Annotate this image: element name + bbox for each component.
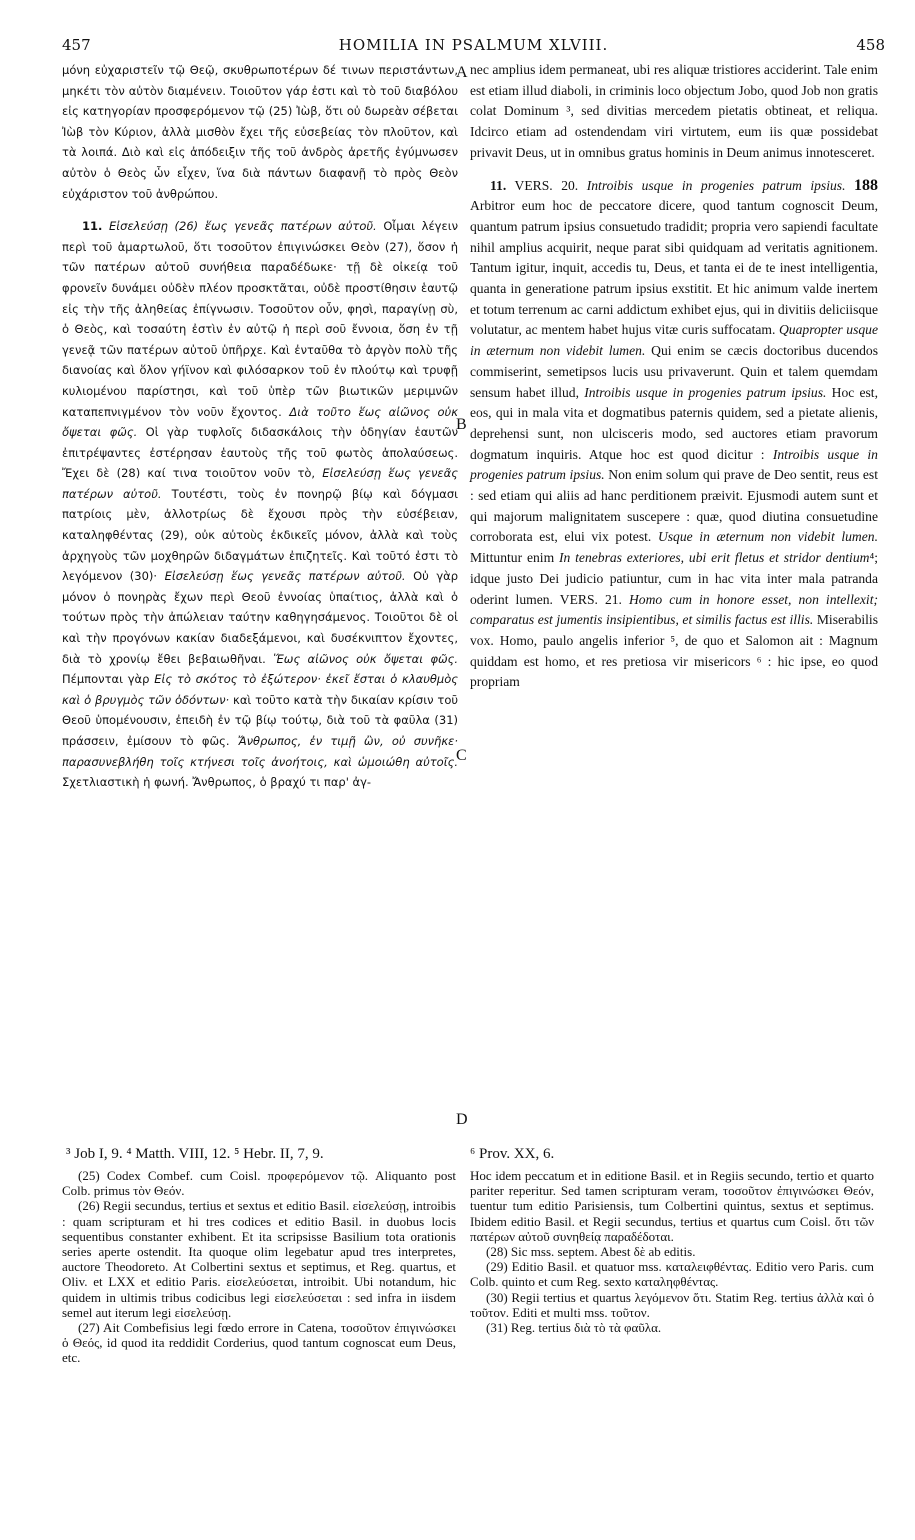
greek-section-number: 11. xyxy=(82,219,103,234)
note: (27) Ait Combefisius legi fœdo errore in Catena, τοσοῦτον ἐπιγινώσκει ὁ Θεός, id quod ita reddidit Corderius, quod tantum cognoscat eum Deus, etc. xyxy=(62,1320,456,1366)
critical-notes-right xyxy=(470,1168,874,1335)
greek-text: Πέμπονται γὰρ xyxy=(62,672,150,687)
latin-quote: Usque in æternum non videbit lumen. xyxy=(657,529,878,545)
footnote-marker: ⁴ xyxy=(869,550,875,566)
latin-text: ; idque justo Dei judicio patiuntur, cum in hac vita inter mala patranda oderint lumen. xyxy=(470,550,878,607)
latin-verse-label: VERS. 20. xyxy=(514,177,579,193)
greek-quote: Εἰσελεύσῃ ἕως γενεᾶς πατέρων αὐτοῦ. xyxy=(62,466,458,501)
greek-text: Οὐ γὰρ μόνον ὁ πονηρὰς ἔχων περὶ Θεοῦ ἐννοίας ὑπαίτιος, ἀλλὰ καὶ ὁ τούτων πρὸς τὴν ἀπώλειαν ταύτην καθηγησάμενος. Τοιοῦτοι δὲ οἱ καὶ τὴν προγόνων κακίαν διαδεξάμενοι, καὶ δυσέκνιπτον ἔχοντες, διὰ τὸ χρονίῳ ἔθει βεβαιωθῆναι. xyxy=(62,569,459,666)
scripture-references-right: ⁶ Prov. XX, 6. xyxy=(470,1146,555,1162)
latin-quote: Introibis usque in progenies patrum ipsius. xyxy=(470,446,878,483)
latin-column xyxy=(470,60,878,693)
note: (31) Reg. tertius διὰ τὸ τὰ φαῦλα. xyxy=(486,1320,662,1336)
latin-text: Arbitror eum hoc de peccatore dicere, quod tantum cognoscit Deum, quantum patrum ipsius consuetudo tradidit; propria vero sapiendi facultate nihil amplius acquirit, neque parat sibi quidquam ad veritatis agnitionem. Tantum igitur, inquit, accedis tu, Deus, et tanta ei de te inest intelligentia, quanta in generatione patrum ipsius exstitit. Et hic animum valde inertem et totum terrenum ac carni addictum exhibet ejus, qui in divitiis deliciisque volutatur, ac mentem habet hujus vitæ curis suffocatam. xyxy=(470,198,878,338)
latin-quote: Introibis usque in progenies patrum ipsius. xyxy=(584,384,827,400)
greek-quote: Εἰς τὸ σκότος τὸ ἐξώτερον· ἐκεῖ ἔσται ὁ κλαυθμὸς καὶ ὁ βρυγμὸς τῶν ὀδόντων· xyxy=(62,672,458,707)
latin-text: Qui enim se cæcis doctoribus ducendos commiserint, semetipsos lucis usu privaverunt. Quin et talem quemdam sensum habet illud, xyxy=(470,343,878,400)
latin-lemma: Introibis usque in progenies patrum ipsius. xyxy=(586,177,846,193)
margin-letter-c: C xyxy=(456,747,467,764)
note: (26) Regii secundus, tertius et sextus et editio Basil. εἰσελεύσῃ, introibis : quam scripturam et hi tres codices et editio Basil. in duobus locis sequentibus constanter exhibent. Et ita scripsisse Basilium tota orationis series aperte ostendit. Ita quoque olim legebatur apud tres interpretes, auctore Theodoreto. At Colbertini sextus et septimus, et Reg. quartus, et Oliv. et LXX et editio Paris. εἰσελεύσεται, introibit. Ubi notandum, hic quidem in ultimis tribus codicibus legi εἰσελεύσεται : sed infra in iisdem semel aut iterum legi εἰσελεύσῃ. xyxy=(62,1198,456,1320)
latin-quote: Quapropter usque in æternum non videbit lumen. xyxy=(470,322,878,359)
latin-text: Mittuntur enim xyxy=(470,550,555,566)
running-header xyxy=(62,36,885,56)
margin-letter-a: A xyxy=(456,64,468,81)
page-number-right: 458 xyxy=(856,36,885,54)
note: (29) Editio Basil. et quatuor mss. καταλειφθέντας. Editio vero Paris. cum Colb. quinto et cum Reg. sexto καταληφθέντας. xyxy=(470,1259,874,1290)
latin-paragraph-1: nec amplius idem permaneat, ubi res aliquæ tristiores acciderint. Tale enim est etiam illud diaboli, in criminis loco objectum Jobo, quod Job non gratis colat Dominum ³, sed divitias mercedem pietatis obtineat, et reliqua. Idcirco etiam ad ostendendam viri virtutem, eum iis quæ possidebat privavit Deus, ut in omnibus gratus hominis in Deum animus innotesceret. xyxy=(470,62,878,160)
greek-paragraph-1: μόνη εὐχαριστεῖν τῷ Θεῷ, σκυθρωποτέρων δέ τινων περιστάντων, μηκέτι τὸν αὐτὸν διαμένειν. Τοιοῦτον γάρ ἐστι καὶ τὸ τοῦ διαβόλου εἰς κατηγορίαν προσφερόμενον τῷ (25) Ἰὼβ, ὅτι οὐ δωρεὰν σέβεται Ἰὼβ τὸν Κύριον, ἀλλὰ μισθὸν ἔχει τῆς εὐσεβείας τὸν πλοῦτον, καὶ τὰ λοιπά. Διὸ καὶ εἰς ἀπόδειξιν τῆς τοῦ ἀνδρὸς ἀρετῆς ἐγύμνωσεν αὐτὸν ὁ Θεὸς ὧν εἶχεν, ἵνα διὰ πάντων διαφανῇ τὸ πρὸς Θεὸν εὐχάριστον τοῦ ἀνθρώπου. xyxy=(62,63,458,201)
note: Hoc idem peccatum et in editione Basil. et in Regiis secundo, tertio et quarto pariter reperitur. Sed tamen scripturam veram, τοσοῦτον ἐπιγινώσκει Θεόν, tuentur tum editio Parisiensis, tum Colbertini quintus, sextus et septimus. Ibidem editio Basil. et Regii secundus, tertius et quartus cum Coisl. ὅτι τῶν πατέρων αὐτοῦ συνηθείᾳ παραδέδοται. xyxy=(470,1168,874,1244)
greek-quote: Ἕως αἰῶνος οὐκ ὄψεται φῶς. xyxy=(273,651,459,666)
margin-letter-b: B xyxy=(456,416,467,433)
greek-quote: Ἄνθρωπος, ἐν τιμῇ ὢν, οὐ συνῆκε· παρασυνεβλήθη τοῖς κτήνεσι τοῖς ἀνοήτοις, καὶ ὡμοιώθη αὐτοῖς. xyxy=(62,734,458,769)
page-title: HOMILIA IN PSALMUM XLVIII. xyxy=(338,36,609,54)
latin-text: Miserabilis vox. Homo, paulo angelis inferior ⁵, de quo et Salomon ait : Magnum quiddam est homo, et res pretiosa vir misericors ⁶ : hic ipse, eo quod propriam xyxy=(470,612,878,690)
scripture-references-left: ³ Job I, 9. ⁴ Matth. VIII, 12. ⁵ Hebr. II, 7, 9. xyxy=(66,1146,324,1162)
column-number: 188 xyxy=(854,176,878,194)
greek-paragraph-2 xyxy=(62,216,458,793)
note: (30) Regii tertius et quartus λεγόμενον ὅτι. Statim Reg. tertius ἀλλὰ καὶ ὁ τοῦτον. Editi et multi mss. τοῦτον. xyxy=(470,1289,874,1320)
margin-letter-d: D xyxy=(456,1111,468,1128)
critical-notes-left xyxy=(62,1168,456,1366)
greek-text: Οἶμαι λέγειν περὶ τοῦ ἁμαρτωλοῦ, ὅτι τοσοῦτον ἐπιγινώσκει Θεὸν (27), ὅσον ἡ τῶν πατέρων αὐτοῦ συνήθεια παραδέδωκε· τῇ δὲ οἰκείᾳ τοῦ φρονεῖν δυνάμει οὐδὲν πλέον προσκτᾶται, οὐδὲ προστίθησιν ἑαυτῷ εἰς τὴν τῆς ἀληθείας ἐπίγνωσιν. Τοσοῦτον οὖν, φησὶ, παραγίνῃ σὺ, ὁ Θεὸς, καὶ τοσαύτη ἐστὶν ἐν αὐτῷ ἡ περὶ σοῦ ἔννοια, ὅση ἐν τῇ γενεᾷ τῶν πατέρων αὐτοῦ ὑπῆρχε. Καὶ ἐνταῦθα τὸ ἀργὸν πολὺ τῆς διανοίας καὶ ὅλον γήϊνον καὶ φιλόσαρκον τοῦ ἐν πλούτῳ καὶ τρυφῇ κυλιομένου παρίστησι, καὶ τοῦ ὑπὲρ τῶν βιωτικῶν μεριμνῶν καταπεπνιγμένον τὸν νοῦν ἔχοντος. xyxy=(62,219,459,419)
greek-text: Τουτέστι, τοὺς ἐν πονηρῷ βίῳ καὶ δόγμασι πατρίοις μὲν, ἀλλοτρίως δὲ ἔχουσι πρὸς τὴν εὐσέβειαν, καταληφθέντας (29), οὐκ αὐτοὺς ἐκδικεῖς μόνον, ἀλλὰ καὶ τοὺς ἀρχηγοὺς τῶν μοχθηρῶν διδαγμάτων ἐπιζητεῖς. Καὶ τοῦτό ἐστι τὸ λεγόμενον (30)· xyxy=(62,486,458,584)
note: (28) Sic mss. septem. Abest δὲ ab editis. xyxy=(486,1244,696,1260)
note: (25) Codex Combef. cum Coisl. προφερόμενον τῷ. Aliquanto post Colb. primus τὸν Θεόν. xyxy=(62,1168,456,1199)
greek-text: Σχετλιαστικὴ ἡ φωνή. Ἄνθρωπος, ὁ βραχύ τι παρ' ἀγ- xyxy=(62,775,372,790)
latin-quote: In tenebras exteriores, ubi erit fletus et stridor dentium xyxy=(558,550,870,566)
greek-quote: Εἰσελεύσῃ ἕως γενεᾶς πατέρων αὐτοῦ. xyxy=(164,569,406,584)
page-number-left: 457 xyxy=(62,36,91,54)
latin-paragraph-2 xyxy=(470,176,878,694)
greek-quote: Διὰ τοῦτο ἕως αἰῶνος οὐκ ὄψεται φῶς. xyxy=(62,404,458,440)
latin-text: Non enim solum qui prave de Deo sentit, reus est : sed etiam qui aliis ad hanc perditionem præivit. Ejusmodi autem sunt et qui majorum malignitatem suscepere : quæ, quod diutina consuetudine corroborata est, elui vix potest. xyxy=(470,467,879,545)
latin-verse-label: VERS. 21. xyxy=(559,591,622,607)
greek-text: καὶ τοῦτο κατὰ τὴν δικαίαν κρίσιν τοῦ Θεοῦ ὑπομένουσιν, ἐπειδὴ ἐν τῷ βίῳ τούτῳ, διὰ τοῦ τὰ φαῦλα (31) πράσσειν, ἐμίσουν τὸ φῶς. xyxy=(62,692,459,748)
greek-text: Οἱ γὰρ τυφλοῖς διδασκάλοις τὴν ὁδηγίαν ἑαυτῶν ἐπιτρέψαντες ἐστέρησαν ἑαυτοὺς τῆς τοῦ φωτὸς ἀπολαύσεως. Ἔχει δὲ (28) καί τινα τοιοῦτον νοῦν τὸ, xyxy=(62,425,459,481)
greek-lemma: Εἰσελεύσῃ (26) ἕως γενεᾶς πατέρων αὐτοῦ. xyxy=(109,219,377,234)
latin-quote: Homo cum in honore esset, non intellexit; comparatus est jumentis insipientibus, et similis factus est illis. xyxy=(470,591,879,628)
latin-text: Hoc est, eos, qui in mala vita et dogmatibus paternis quidem, sed a pietate alienis, deprehensi sunt, non ulcisceris modo, sed auctores etiam pravorum dogmatum inquiris. Atque hoc est quod dicitur : xyxy=(470,384,878,462)
greek-column xyxy=(62,60,458,793)
latin-section-number: 11. xyxy=(490,177,507,193)
